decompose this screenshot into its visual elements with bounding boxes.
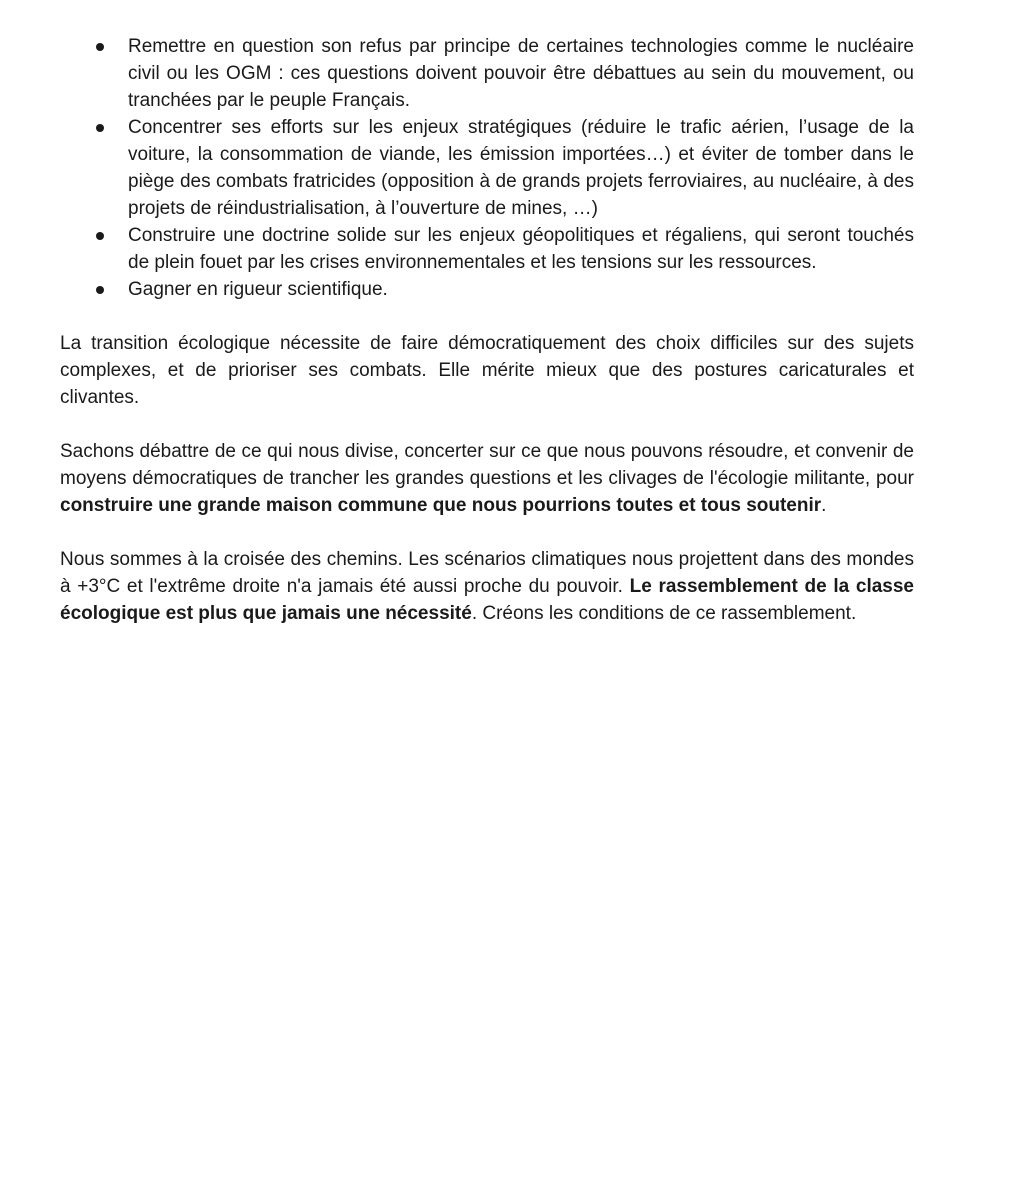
paragraph-bold-text: construire une grande maison commune que nous pourrions toutes et tous soutenir bbox=[60, 495, 822, 516]
paragraph-text: . bbox=[821, 495, 827, 516]
paragraph-text: Sachons débattre de ce qui nous divise, concerter sur ce que nous pouvons résoudre, et convenir de moyens démocratiques de trancher les grandes questions et les clivages de l'écologie militante, pour bbox=[60, 441, 914, 489]
paragraph-text: . Créons les conditions de ce rassemblement. bbox=[471, 603, 857, 624]
bullet-text: Concentrer ses efforts sur les enjeux stratégiques (réduire le trafic aérien, l’usage de la voiture, la consommation de viande, les émission importées…) et éviter de tomber dans le piège des combats fratricides (opposition à de grands projets ferroviaires, au nucléaire, à des projets de réindustrialisation, à l’ouverture de mines, …) bbox=[128, 117, 914, 219]
bullet-icon bbox=[96, 43, 104, 51]
bullet-item bbox=[60, 114, 914, 222]
bullet-icon bbox=[96, 232, 104, 240]
bullet-item bbox=[60, 33, 914, 114]
paragraph-debate bbox=[60, 438, 914, 519]
bullet-icon bbox=[96, 286, 104, 294]
bullet-text: Construire une doctrine solide sur les enjeux géopolitiques et régaliens, qui seront touchés de plein fouet par les crises environnementales et les tensions sur les ressources. bbox=[128, 225, 914, 273]
paragraph-bold-text: Le rassemblement de la classe écologique est plus que jamais une nécessité bbox=[60, 576, 914, 624]
paragraph-transition bbox=[60, 330, 914, 411]
paragraph-text: Nous sommes à la croisée des chemins. Les scénarios climatiques nous projettent dans des mondes à +3°C et l'extrême droite n'a jamais été aussi proche du pouvoir. bbox=[60, 549, 914, 597]
bullet-item bbox=[60, 276, 914, 303]
bullet-list bbox=[60, 33, 914, 303]
paragraph-text: La transition écologique nécessite de faire démocratiquement des choix difficiles sur des sujets complexes, et de prioriser ses combats. Elle mérite mieux que des postures caricaturales et clivantes. bbox=[60, 333, 914, 408]
bullet-item bbox=[60, 222, 914, 276]
document-page bbox=[60, 33, 914, 627]
bullet-text: Remettre en question son refus par principe de certaines technologies comme le nucléaire civil ou les OGM : ces questions doivent pouvoir être débattues au sein du mouvement, ou tranchées par le peuple Français. bbox=[128, 36, 914, 111]
paragraph-crossroads bbox=[60, 546, 914, 627]
bullet-icon bbox=[96, 124, 104, 132]
bullet-text: Gagner en rigueur scientifique. bbox=[128, 279, 388, 300]
